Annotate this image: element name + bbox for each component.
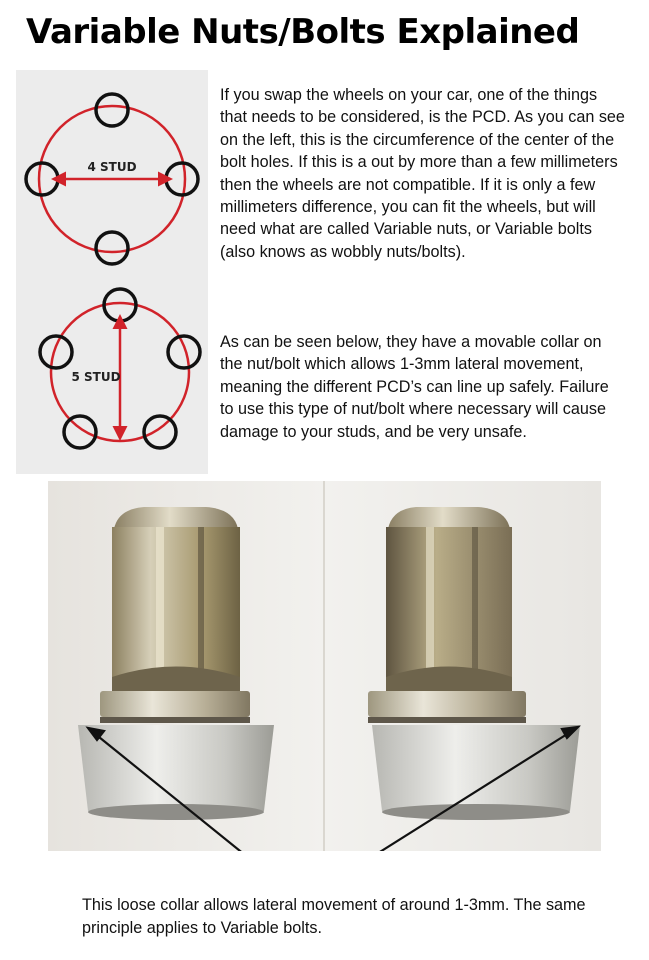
- stud-hole: [64, 416, 96, 448]
- pcd-diagram-panel: [16, 70, 208, 474]
- stud-hole: [168, 336, 200, 368]
- collar-paragraph: As can be seen below, they have a movable collar on the nut/bolt which allows 1-3mm lateral movement, meaning the different PCD’s can line up safely. Failure to use this type of nut/bolt where necessary will cause damage to your studs, and be very unsafe.: [220, 333, 609, 441]
- five-stud-diagram: [40, 289, 200, 448]
- stud-hole: [96, 232, 128, 264]
- photo-caption: This loose collar allows lateral movement of around 1-3mm. The same principle applies to Variable bolts.: [82, 896, 586, 937]
- intro-paragraph: If you swap the wheels on your car, one of the things that needs to be considered, is the PCD. As you can see on the left, this is the circumference of the center of the bolt holes. If this is a out by more than a few millimeters then the wheels are not compatible. If it is only a few millimeters difference, you can fit the wheels, but will need what are called Variable nuts, or Variable bolts (also knows as wobbly nuts/bolts).: [220, 86, 625, 261]
- lug-nut-illustration: [48, 481, 601, 851]
- pcd-diagram: [16, 70, 208, 474]
- stud-hole: [26, 163, 58, 195]
- stud-hole: [144, 416, 176, 448]
- lug-nut-photo: [48, 481, 601, 851]
- page-title: Variable Nuts/Bolts Explained: [26, 12, 580, 52]
- four-stud-diagram: [26, 94, 198, 264]
- five-stud-label: 5 STUD: [71, 370, 121, 384]
- four-stud-label: 4 STUD: [87, 160, 137, 174]
- stud-hole: [96, 94, 128, 126]
- stud-hole: [40, 336, 72, 368]
- stud-hole: [166, 163, 198, 195]
